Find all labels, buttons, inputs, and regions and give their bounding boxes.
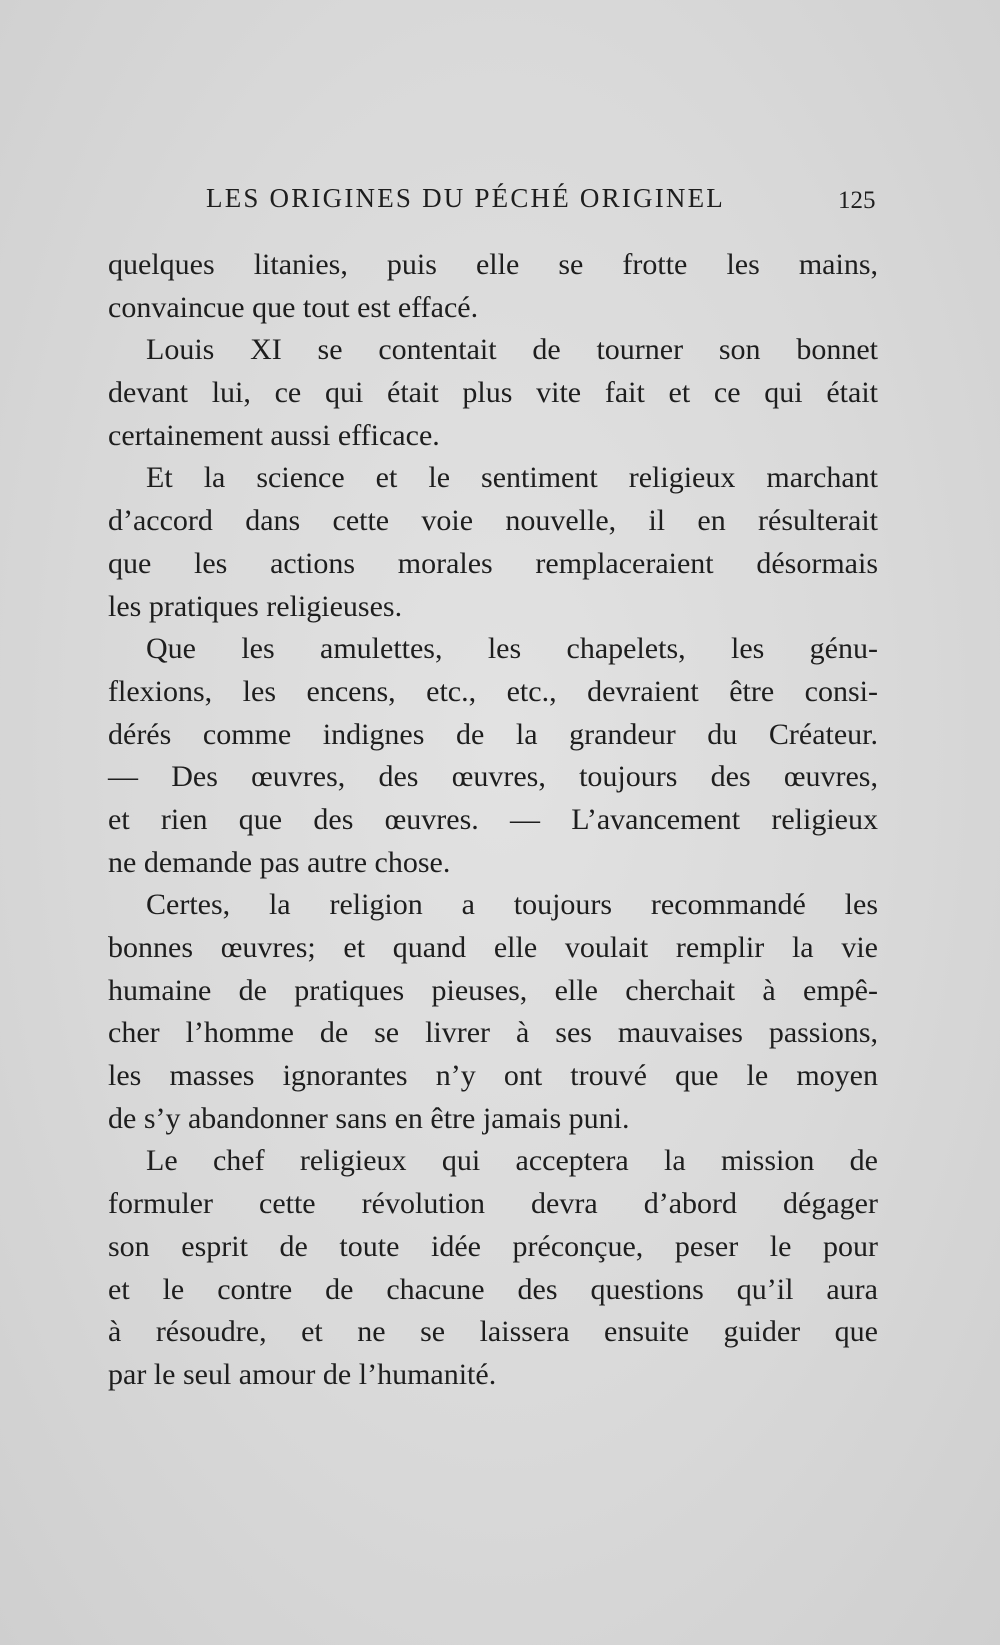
text-line: bonnes œuvres; et quand elle voulait remplir la vie: [108, 931, 878, 964]
page-number: 125: [838, 187, 876, 214]
body-text: [108, 244, 878, 1397]
running-title: LES ORIGINES DU PÉCHÉ ORIGINEL: [206, 183, 725, 213]
text-line: Le chef religieux qui acceptera la mission de: [146, 1144, 878, 1178]
text-line: ne demande pas autre chose.: [108, 845, 451, 879]
text-line: Que les amulettes, les chapelets, les génu-: [146, 632, 878, 666]
text-line: — Des œuvres, des œuvres, toujours des œuvres,: [108, 760, 878, 794]
text-line: son esprit de toute idée préconçue, peser le pour: [108, 1229, 878, 1263]
text-line: d’accord dans cette voie nouvelle, il en résulterait: [108, 504, 878, 538]
text-line: que les actions morales remplaceraient désormais: [108, 546, 878, 580]
text-line: les masses ignorantes n’y ont trouvé que le moyen: [108, 1059, 878, 1093]
text-line: flexions, les encens, etc., etc., devraient être consi-: [108, 674, 878, 708]
text-line: Louis XI se contentait de tourner son bonnet: [146, 333, 878, 367]
text-line: Certes, la religion a toujours recommandé les: [146, 888, 878, 922]
text-line: de s’y abandonner sans en être jamais puni.: [108, 1101, 630, 1135]
text-line: cher l’homme de se livrer à ses mauvaises passions,: [108, 1016, 878, 1050]
running-head: [0, 183, 1000, 223]
text-line: les pratiques religieuses.: [108, 589, 403, 623]
text-line: certainement aussi efficace.: [108, 418, 440, 452]
text-line: devant lui, ce qui était plus vite fait et ce qui était: [108, 376, 878, 410]
text-line: Et la science et le sentiment religieux marchant: [146, 461, 878, 495]
text-line: et le contre de chacune des questions qu’il aura: [108, 1272, 878, 1306]
text-line: et rien que des œuvres. — L’avancement religieux: [108, 802, 878, 836]
text-line: convaincue que tout est effacé.: [108, 290, 479, 324]
text-line: dérés comme indignes de la grandeur du Créateur.: [108, 717, 878, 751]
text-line: par le seul amour de l’humanité.: [108, 1357, 497, 1391]
text-line: quelques litanies, puis elle se frotte les mains,: [108, 248, 878, 281]
text-line: à résoudre, et ne se laissera ensuite guider que: [108, 1315, 878, 1349]
text-line: formuler cette révolution devra d’abord dégager: [108, 1187, 878, 1221]
text-line: humaine de pratiques pieuses, elle cherchait à empê-: [108, 973, 878, 1007]
